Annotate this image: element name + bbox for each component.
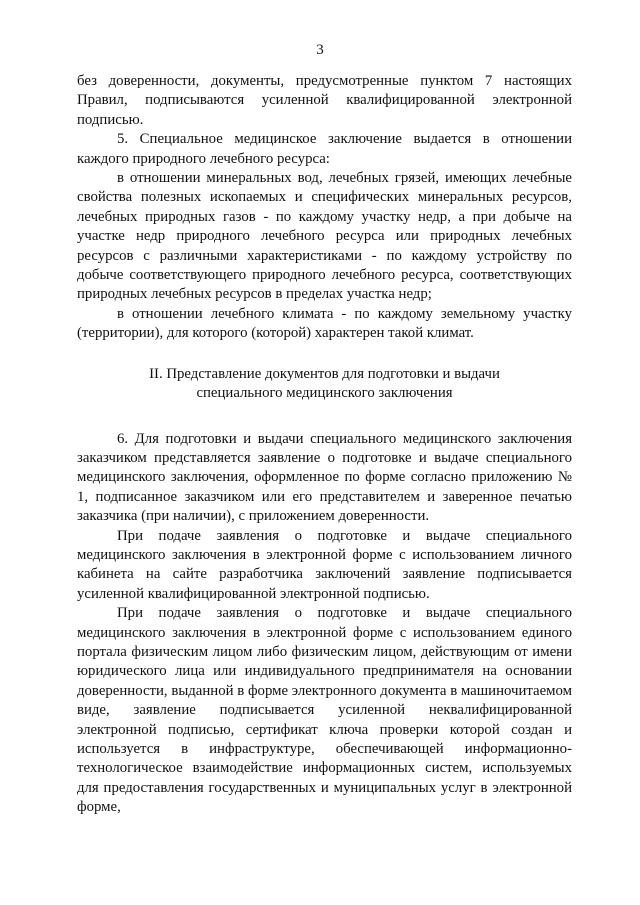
paragraph: При подаче заявления о подготовке и выдаче специального медицинского заключения в электронной форме с использованием личного кабинета на сайте разработчика заключений заявление подписывается усиленной квалифицированной электронной подписью. xyxy=(77,527,572,602)
document-body xyxy=(77,72,572,818)
section-heading xyxy=(77,365,572,404)
paragraph: 6. Для подготовки и выдачи специального медицинского заключения заказчиком представляется заявление о подготовке и выдаче специального медицинского заключения, оформленное по форме согласно приложению № 1, подписанное заказчиком или его представителем и заверенное печатью заказчика (при наличии), с приложением доверенности. xyxy=(77,430,572,525)
paragraph: в отношении минеральных вод, лечебных грязей, имеющих лечебные свойства полезных ископаемых и специфических минеральных ресурсов, лечебных природных газов - по каждому участку недр, а при добыче на участке недр природного лечебного ресурса или природных лечебных ресурсов с различными характеристиками - по каждому устройству по добыче соответствующего природного лечебного ресурса, соответствующих природных лечебных ресурсов в пределах участка недр; xyxy=(77,170,572,303)
section-heading-line: специального медицинского заключения xyxy=(196,385,453,402)
section-heading-line: II. Представление документов для подготовки и выдачи xyxy=(149,365,500,382)
paragraph: без доверенности, документы, предусмотренные пунктом 7 настоящих Правил, подписываются усиленной квалифицированной электронной подписью. xyxy=(77,73,572,128)
page-number: 3 xyxy=(316,42,324,58)
paragraph: При подаче заявления о подготовке и выдаче специального медицинского заключения в электронной форме с использованием единого портала физическим лицом либо физическим лицом, действующим от имени юридического лица или индивидуального предпринимателя на основании доверенности, выданной в форме электронного документа в машиночитаемом виде, заявление подписывается усиленной неквалифицированной электронной подписью, сертификат ключа проверки которой создан и используется в инфраструктуре, обеспечивающей информационно-технологическое взаимодействие информационных систем, используемых для предоставления государственных и муниципальных услуг в электронной форме, xyxy=(77,605,572,816)
paragraph: в отношении лечебного климата - по каждому земельному участку (территории), для которого (которой) характерен такой климат. xyxy=(77,305,572,342)
paragraph: 5. Специальное медицинское заключение выдается в отношении каждого природного лечебного ресурса: xyxy=(77,131,572,167)
